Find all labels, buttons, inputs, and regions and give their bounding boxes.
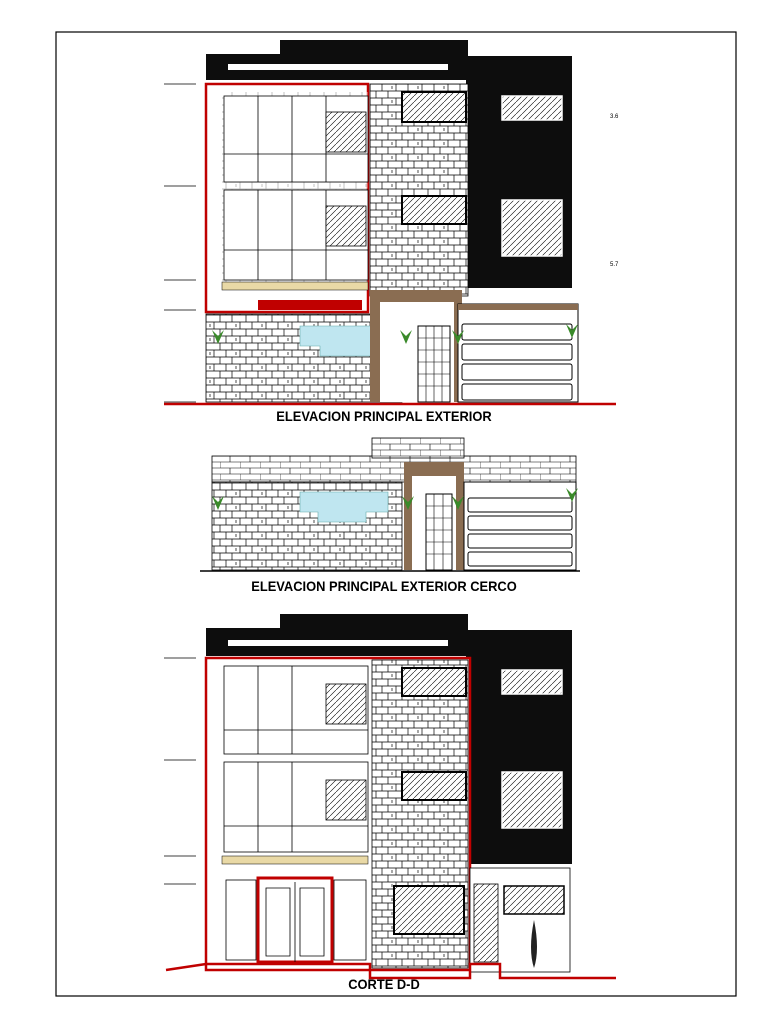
dark-window-1 bbox=[502, 96, 562, 120]
upper-fence bbox=[212, 456, 576, 482]
level-markers bbox=[164, 84, 196, 402]
title-corte-d-d: CORTE D-D bbox=[348, 976, 420, 992]
dark-window-2 bbox=[502, 200, 562, 256]
cream-band bbox=[222, 282, 368, 290]
margin-note-2: 5.7 bbox=[610, 262, 619, 268]
elevation-principal-exterior-cerco bbox=[200, 438, 580, 571]
elevation-principal-exterior bbox=[164, 40, 616, 404]
roof-parapet bbox=[280, 40, 468, 56]
title-elevacion-cerco: ELEVACION PRINCIPAL EXTERIOR CERCO bbox=[251, 578, 517, 594]
red-beam bbox=[258, 300, 362, 310]
window-hatch-1 bbox=[402, 92, 466, 122]
section-lower-window bbox=[394, 886, 464, 934]
window-hatch-2 bbox=[402, 196, 466, 224]
corte-d-d bbox=[164, 614, 616, 978]
title-elevacion-principal-exterior: ELEVACION PRINCIPAL EXTERIOR bbox=[276, 408, 492, 424]
section-dark-volume bbox=[466, 630, 572, 864]
entry-tower bbox=[372, 438, 464, 458]
margin-note-1: 3.6 bbox=[610, 114, 619, 120]
fence-door bbox=[426, 494, 452, 570]
